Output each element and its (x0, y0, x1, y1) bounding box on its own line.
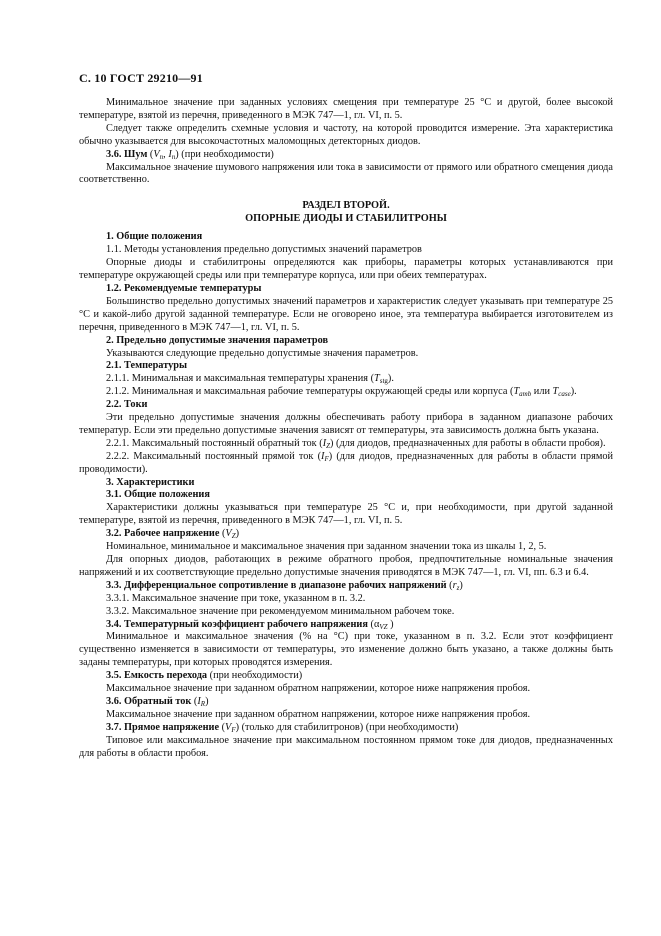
heading-3-7: 3.7. Прямое напряжение $(V_F)$ (только для стабилитронов) (при необходимости) (106, 721, 459, 734)
paragraph: Следует также определить схемные условия и частоту, на которой проводится измерение. Эта характеристика обычно указывается для высокочастотных маломощных детекторных диодов. (79, 122, 613, 147)
section-subtitle: ОПОРНЫЕ ДИОДЫ И СТАБИЛИТРОНЫ (245, 213, 447, 225)
paragraph: Эти предельно допустимые значения должны обеспечивать работу прибора в заданном диапазоне рабочих температур. Если эти предельно допустимые значения зависят от температуры, эта зависимость должна быть указана. (79, 412, 613, 436)
paragraph: 2.1.1. Минимальная и максимальная температуры хранения $(T_{stg})$. (106, 373, 394, 386)
paragraph: Характеристики должны указываться при температуре 25 °С и, при необходимости, при другой заданной температуре, взятой из перечня, приведенного в МЭК 747—1, гл. VI, п. 5. (79, 502, 613, 527)
paragraph: 2.1.2. Минимальная и максимальная рабочие температуры окружающей среды или корпуса ($T_{amb}$ или $T_{case}$). (106, 386, 577, 399)
paragraph: 1.1. Методы установления предельно допустимых значений параметров (106, 244, 422, 256)
paragraph: 3.3.2. Максимальное значение при рекомендуемом минимальном рабочем токе. (106, 605, 455, 617)
heading-label: 3.6. Шум (106, 148, 148, 160)
paragraph: Максимальное значение при заданном обратном напряжении, которое ниже напряжения пробоя. (106, 708, 531, 720)
heading-3-2: 3.2. Рабочее напряжение $(V_Z)$ (106, 528, 240, 541)
paragraph: Типовое или максимальное значение при максимальном постоянном прямом токе для диодов, предназначенных для работы в области пробоя. (79, 734, 613, 759)
heading-3-6: 3.6. Шум ($V_n$, $I_n$) (при необходимости) (106, 148, 274, 161)
heading-3: 3. Характеристики (106, 476, 195, 488)
paragraph: Опорные диоды и стабилитроны определяются как приборы, параметры которых устанавливаются при температуре окружающей среды или при температуре корпуса, или при обеих температурах. (79, 257, 613, 282)
heading-2-2: 2.2. Токи (106, 399, 148, 411)
heading-1: 1. Общие положения (106, 231, 203, 243)
section-title: РАЗДЕЛ ВТОРОЙ. (302, 200, 390, 212)
paragraph: Номинальное, минимальное и максимальное значения при заданном значении тока из шкалы 1, 2, 5. (106, 541, 547, 553)
paragraph: Минимальное и максимальное значения (% на °С) при токе, указанном в п. 3.2. Если этот коэффициент существенно изменяется в зависимости от температуры, это изменение должно быть указано, а также должны быть заданы температуры, при которых проводятся измерения. (79, 631, 613, 669)
paragraph: 3.3.1. Максимальное значение при токе, указанном в п. 3.2. (106, 592, 366, 604)
paragraph: Большинство предельно допустимых значений параметров и характеристик следует указывать при температуре 25 °С и какой-либо другой заданной температуре. Если не оговорено иное, эта температура выбирается изготовителем из перечня, приведенного в МЭК 747—1, гл. VI, п. 5. (79, 295, 613, 333)
paragraph: Указываются следующие предельно допустимые значения параметров. (106, 347, 419, 359)
paragraph: Для опорных диодов, работающих в режиме обратного пробоя, предпочтительные номинальные значения напряжений и их соответствующие предельно допустимые значения приводятся в МЭК 747—1, гл. VI, пп. 6.3 и 6.4. (79, 554, 613, 578)
page-header: С. 10 ГОСТ 29210—91 (79, 71, 203, 85)
heading-3-3: 3.3. Дифференциальное сопротивление в диапазоне рабочих напряжений $(r_z)$ (106, 579, 463, 592)
heading-1-2: 1.2. Рекомендуемые температуры (106, 282, 262, 294)
heading-2: 2. Предельно допустимые значения параметров (106, 334, 329, 346)
paragraph: Минимальное значение при заданных условиях смещения при температуре 25 °С и другой, более высокой температуре, взятой из перечня, приведенного в МЭК 747—1, гл. VI, п. 5. (79, 97, 613, 121)
heading-2-1: 2.1. Температуры (106, 360, 188, 372)
heading-3-1: 3.1. Общие положения (106, 489, 210, 501)
paragraph: 2.2.2. Максимальный постоянный прямой ток $(I_F)$ (для диодов, предназначенных для работы в области прямой проводимости). (79, 450, 613, 475)
heading-3-5: 3.5. Емкость перехода (при необходимости) (106, 670, 303, 682)
paragraph: Максимальное значение при заданном обратном напряжении, которое ниже напряжения пробоя. (106, 683, 531, 695)
document-body (79, 97, 613, 761)
paragraph: Максимальное значение шумового напряжения или тока в зависимости от прямого или обратного смещения диода соответственно. (79, 161, 613, 186)
heading-3-6b: 3.6. Обратный ток $(I_R)$ (106, 695, 209, 708)
heading-3-4: 3.4. Температурный коэффициент рабочего напряжения ($\alpha_{VZ}$ ) (106, 618, 394, 631)
paragraph: 2.2.1. Максимальный постоянный обратный ток $(I_Z)$ (для диодов, предназначенных для работы в области пробоя). (106, 437, 606, 450)
